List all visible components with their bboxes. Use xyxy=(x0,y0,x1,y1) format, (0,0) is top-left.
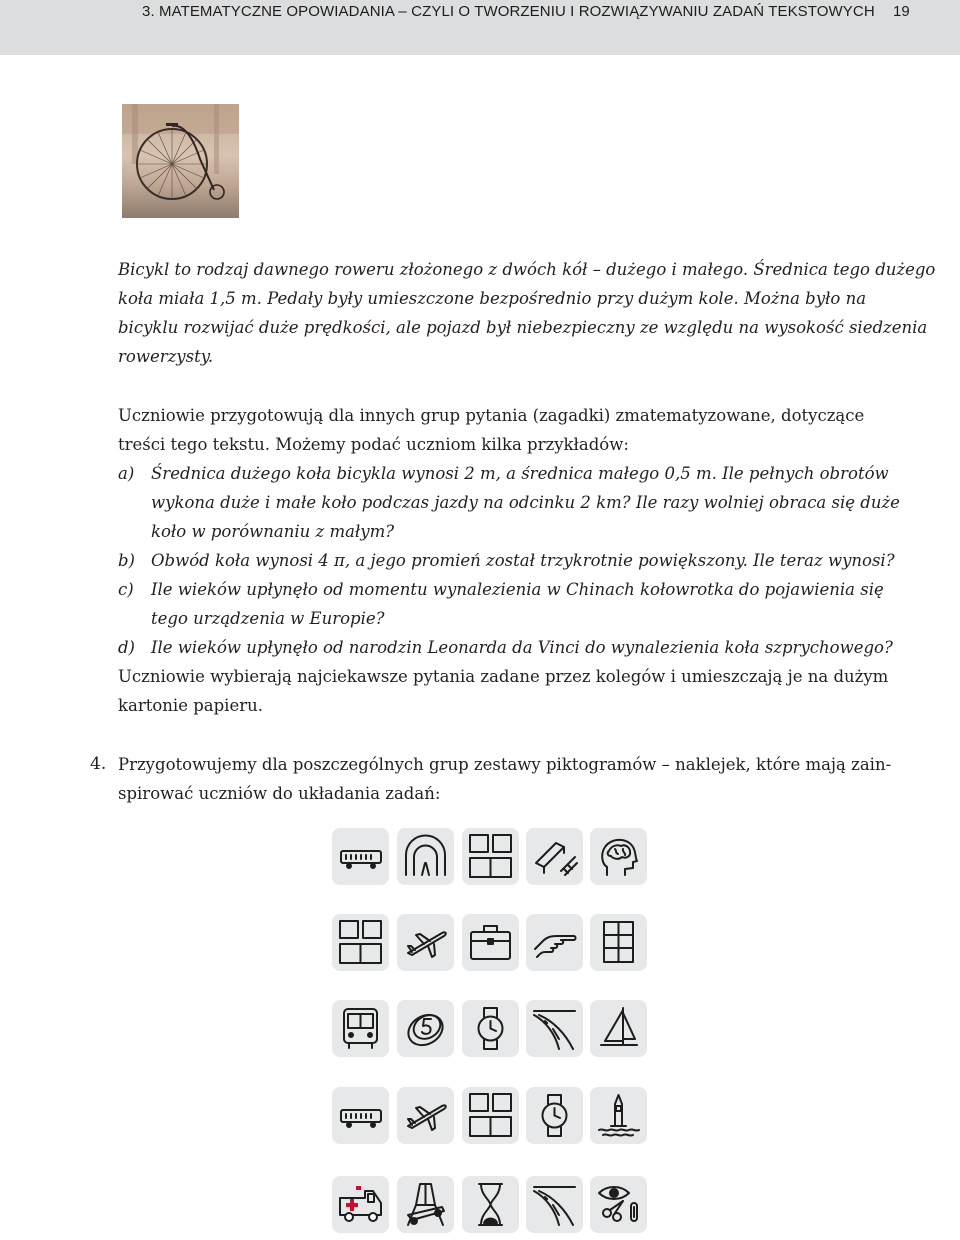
pictogram-tile[interactable] xyxy=(332,914,389,971)
ambulance-icon xyxy=(337,1181,384,1228)
road-vehicle-icon xyxy=(402,1181,449,1228)
example-text: Ile wieków upłynęło od narodzin Leonarda da Vinci do wynalezienia koła szprychowego? xyxy=(151,638,893,657)
pictogram-tile[interactable] xyxy=(526,1176,583,1233)
intro-line-2: koła miała 1,5 m. Pedały były umieszczone bezpośrednio przy dużym kole. Można było na xyxy=(118,289,867,308)
page-number: 19 xyxy=(893,3,910,20)
window-panes-icon xyxy=(467,833,514,880)
hourglass-icon xyxy=(467,1181,514,1228)
pictogram-tile[interactable] xyxy=(590,1000,647,1057)
wristwatch-icon xyxy=(467,1005,514,1052)
pictogram-tile[interactable] xyxy=(462,1176,519,1233)
tram-icon xyxy=(337,833,384,880)
point-number: 4. xyxy=(90,754,107,774)
pictogram-tile[interactable] xyxy=(397,1087,454,1144)
tunnel-icon xyxy=(402,833,449,880)
pictogram-tile[interactable] xyxy=(462,1087,519,1144)
pointing-hand-icon xyxy=(531,919,578,966)
pictogram-tile[interactable] xyxy=(462,828,519,885)
road-perspective-icon xyxy=(531,1181,578,1228)
pictogram-tile[interactable] xyxy=(526,914,583,971)
wristwatch-icon xyxy=(531,1092,578,1139)
task-line-2: treści tego tekstu. Możemy podać uczniom kilka przykładów: xyxy=(118,435,629,454)
penny-farthing-photo xyxy=(122,104,239,218)
pictogram-tile[interactable] xyxy=(332,1087,389,1144)
pictogram-tile[interactable] xyxy=(590,1087,647,1144)
closing-line-2: kartonie papieru. xyxy=(118,696,263,715)
pictogram-tile[interactable] xyxy=(397,1176,454,1233)
pictogram-tile[interactable] xyxy=(397,828,454,885)
window-panes-icon xyxy=(467,1092,514,1139)
airplane-icon xyxy=(402,919,449,966)
example-text: Średnica dużego koła bicykla wynosi 2 m, a średnica małego 0,5 m. Ile pełnych obrotów xyxy=(151,464,889,483)
pictogram-tile[interactable] xyxy=(462,1000,519,1057)
pictogram-tile[interactable] xyxy=(590,828,647,885)
example-text: tego urządzenia w Europie? xyxy=(151,609,385,628)
tram-icon xyxy=(337,1092,384,1139)
pictogram-tile[interactable] xyxy=(332,1000,389,1057)
point4-line-2: spirować uczniów do układania zadań: xyxy=(118,784,441,803)
pictogram-tile[interactable] xyxy=(590,1176,647,1233)
tower-icon xyxy=(595,1092,642,1139)
task-line-1: Uczniowie przygotowują dla innych grup pytania (zagadki) zmatematyzowane, dotyczące xyxy=(118,406,865,425)
page-header xyxy=(0,0,960,55)
point4-line-1: Przygotowujemy dla poszczególnych grup zestawy piktogramów – naklejek, które mają zain- xyxy=(118,755,892,774)
example-label: d) xyxy=(118,638,135,657)
example-text: Ile wieków upłynęło od momentu wynalezienia w Chinach kołowrotka do pojawienia się xyxy=(151,580,884,599)
pictogram-tile[interactable] xyxy=(526,1087,583,1144)
chapter-title: 3. MATEMATYCZNE OPOWIADANIA – CZYLI O TWORZENIU I ROZWIĄZYWANIU ZADAŃ TEKSTOWYCH xyxy=(142,3,875,20)
pictogram-tile[interactable] xyxy=(462,914,519,971)
example-label: b) xyxy=(118,551,135,570)
example-label: c) xyxy=(118,580,134,599)
window-icon xyxy=(595,919,642,966)
pictogram-tile[interactable] xyxy=(397,1000,454,1057)
pictogram-tile[interactable] xyxy=(590,914,647,971)
bicycle-image xyxy=(122,104,239,218)
pictogram-tile[interactable] xyxy=(526,828,583,885)
coin-5-icon xyxy=(402,1005,449,1052)
bus-icon xyxy=(337,1005,384,1052)
pictogram-tile[interactable] xyxy=(332,828,389,885)
head-brain-icon xyxy=(595,833,642,880)
rail-bridge-icon xyxy=(531,833,578,880)
pictogram-tile[interactable] xyxy=(526,1000,583,1057)
briefcase-icon xyxy=(467,919,514,966)
example-text: wykona duże i małe koło podczas jazdy na odcinku 2 km? Ile razy wolniej obraca się duże xyxy=(151,493,900,512)
road-perspective-icon xyxy=(531,1005,578,1052)
pictogram-tile[interactable] xyxy=(332,1176,389,1233)
eye-tools-icon xyxy=(595,1181,642,1228)
example-text: koło w porównaniu z małym? xyxy=(151,522,395,541)
airplane-icon xyxy=(402,1092,449,1139)
example-text: Obwód koła wynosi 4 π, a jego promień został trzykrotnie powiększony. Ile teraz wynosi? xyxy=(151,551,895,570)
closing-line-1: Uczniowie wybierają najciekawsze pytania zadane przez kolegów i umieszczają je na dużym xyxy=(118,667,889,686)
pictogram-tile[interactable] xyxy=(397,914,454,971)
intro-line-3: bicyklu rozwijać duże prędkości, ale pojazd był niebezpieczny ze względu na wysokość siedzenia xyxy=(118,318,928,337)
window-panes-icon xyxy=(337,919,384,966)
intro-line-1: Bicykl to rodzaj dawnego roweru złożonego z dwóch kół – dużego i małego. Średnica tego dużego xyxy=(118,260,936,279)
intro-line-4: rowerzysty. xyxy=(118,347,214,366)
sailboat-icon xyxy=(595,1005,642,1052)
example-label: a) xyxy=(118,464,135,483)
